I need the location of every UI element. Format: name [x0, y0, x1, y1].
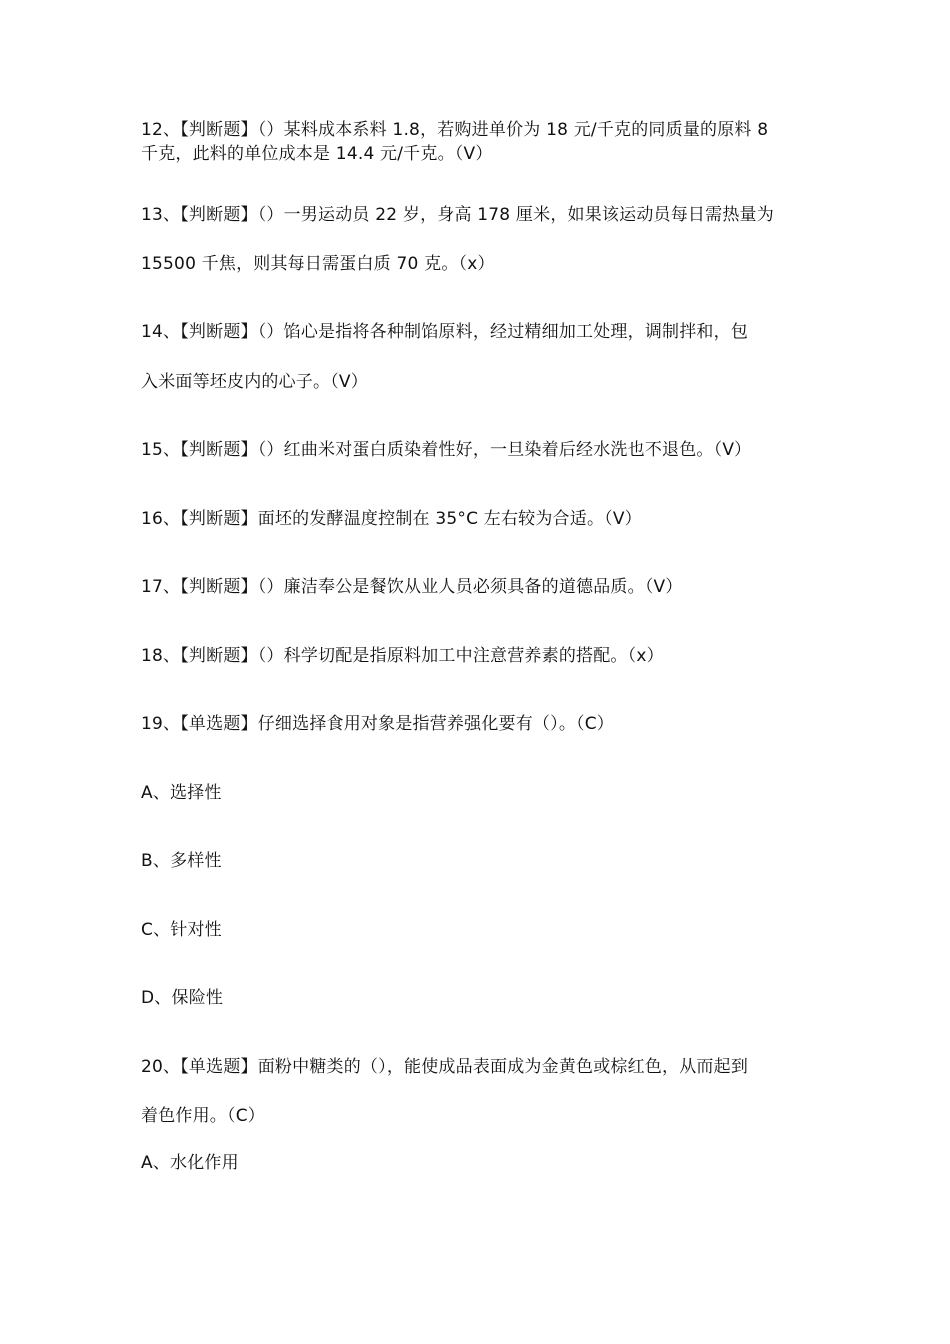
q20-line-2: 着色作用。（C）: [141, 1106, 265, 1126]
q20-line-1: 20、【单选题】面粉中糖类的（），能使成品表面成为金黄色或棕红色，从而起到: [141, 1057, 749, 1077]
q12-line-2: 千克，此料的单位成本是 14.4 元/千克。（V）: [141, 144, 493, 164]
q19-line: 19、【单选题】仔细选择食用对象是指营养强化要有（）。（C）: [141, 714, 615, 734]
q18-line: 18、【判断题】（）科学切配是指原料加工中注意营养素的搭配。（x）: [141, 646, 664, 666]
q19-option-d: D、保险性: [141, 988, 224, 1008]
q15-line: 15、【判断题】（）红曲米对蛋白质染着性好，一旦染着后经水洗也不退色。（V）: [141, 440, 752, 460]
q19-option-b: B、多样性: [141, 851, 222, 871]
q19-option-c: C、针对性: [141, 920, 222, 940]
q17-line: 17、【判断题】（）廉洁奉公是餐饮从业人员必须具备的道德品质。（V）: [141, 577, 683, 597]
q20-option-a: A、水化作用: [141, 1153, 239, 1173]
q13-line-2: 15500 千焦，则其每日需蛋白质 70 克。（x）: [141, 254, 495, 274]
q12-line-1: 12、【判断题】（）某料成本系料 1.8，若购进单价为 18 元/千克的同质量的原料 8: [141, 120, 769, 140]
q16-line: 16、【判断题】面坯的发酵温度控制在 35°C 左右较为合适。（V）: [141, 509, 642, 529]
q19-option-a: A、选择性: [141, 783, 222, 803]
q14-line-1: 14、【判断题】（）馅心是指将各种制馅原料，经过精细加工处理，调制拌和，包: [141, 322, 749, 342]
q13-line-1: 13、【判断题】（）一男运动员 22 岁，身高 178 厘米，如果该运动员每日需热量为: [141, 205, 774, 225]
q14-line-2: 入米面等坯皮内的心子。（V）: [141, 372, 368, 392]
